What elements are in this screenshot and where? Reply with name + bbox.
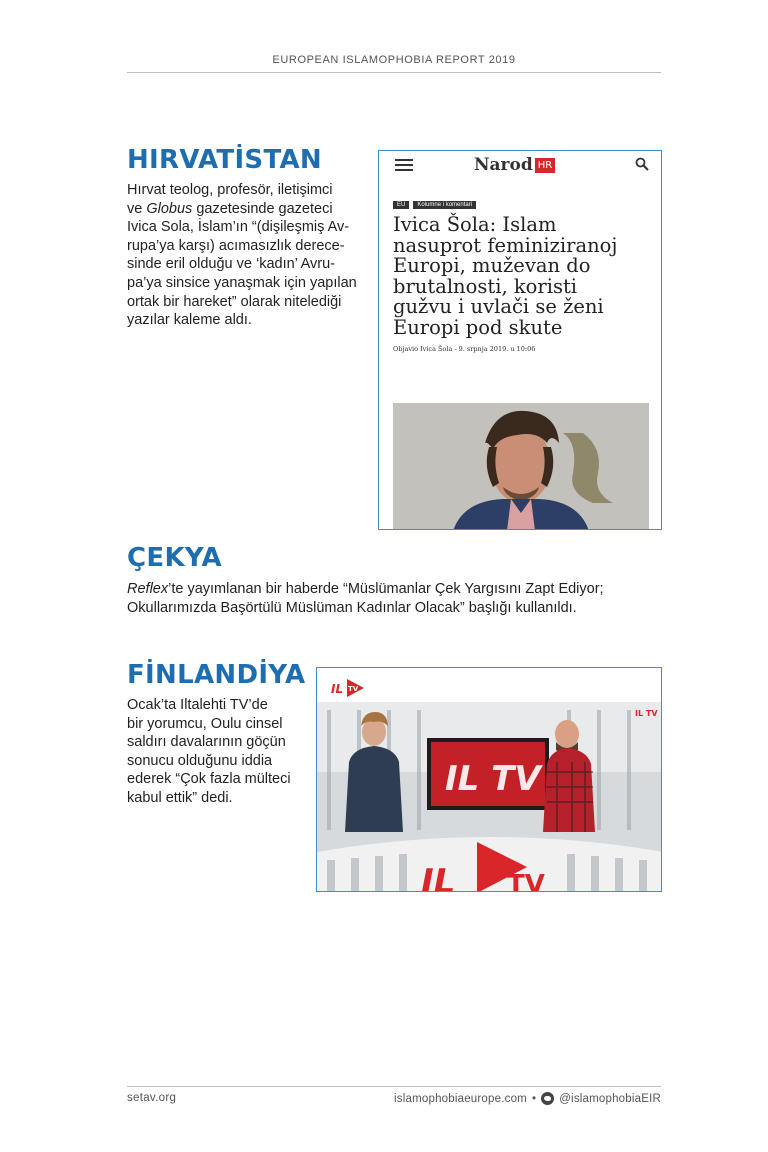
search-icon <box>635 157 649 171</box>
header-divider <box>127 72 661 73</box>
iltv-logo <box>329 678 365 698</box>
czech-paragraph <box>127 580 667 617</box>
svg-text:TV: TV <box>507 870 545 893</box>
running-header: EUROPEAN ISLAMOPHOBIA REPORT 2019 <box>272 54 516 66</box>
tag-kolumne: Kolumne i komentari <box>413 201 476 209</box>
finland-line-3: saldırı davalarının göçün <box>127 734 286 751</box>
finland-line-5: ederek “Çok fazla mülteci <box>127 771 291 788</box>
finland-line-1: Ocak’ta Iltalehti TV’de <box>127 697 268 713</box>
headline-line: nasuprot feminiziranoj <box>393 233 618 257</box>
headline-line: gužvu i uvlači se ženi <box>393 295 604 319</box>
globus-name: Globus <box>146 200 193 217</box>
narod-article-screenshot <box>378 150 662 530</box>
croatia-line-6: pa’ya sinsice yanaşmak için yapılan <box>127 274 357 291</box>
heading-finland: FİNLANDİYA <box>127 660 306 690</box>
narod-logo-text: Narod <box>474 155 533 175</box>
finland-line-6: kabul ettik” dedi. <box>127 789 233 806</box>
czech-line-1 <box>127 580 667 599</box>
narod-logo <box>474 155 555 175</box>
article-byline: Objavio Ivica Šola - 9. srpnja 2019. u 10:06 <box>393 345 536 353</box>
footer-site-link[interactable]: islamophobiaeurope.com <box>394 1092 527 1105</box>
croatia-line-2a: ve <box>127 200 147 217</box>
croatia-line-5: sinde eril olduğu ve ‘kadın’ Avru- <box>127 256 335 273</box>
narod-logo-badge: HR <box>535 158 555 173</box>
reflex-name: Reflex <box>127 581 169 597</box>
headline-line: brutalnosti, koristi <box>393 274 578 298</box>
headline-line: Europi, muževan do <box>393 254 591 278</box>
footer-divider <box>127 1086 661 1087</box>
croatia-line-8: yazılar kaleme aldı. <box>127 312 252 329</box>
tv-studio-photo <box>317 702 662 892</box>
footer-links <box>394 1092 661 1105</box>
svg-text:IL: IL <box>421 862 456 893</box>
portrait-photo <box>393 403 649 530</box>
headline-line: Europi pod skute <box>393 315 563 339</box>
czech-line-2: Okullarımızda Başörtülü Müslüman Kadınlar Olacak” başlığı kullanıldı. <box>127 599 577 616</box>
croatia-line-1: Hırvat teolog, profesör, iletişimci <box>127 182 333 198</box>
headline-line: Ivica Šola: Islam <box>393 213 557 236</box>
article-headline <box>393 215 655 339</box>
finland-line-4: sonucu olduğunu iddia <box>127 752 273 769</box>
croatia-line-7: ortak bir hareket” olarak nitelediği <box>127 293 342 310</box>
twitter-icon <box>541 1092 554 1105</box>
heading-croatia: HIRVATİSTAN <box>127 145 322 175</box>
svg-text:IL: IL <box>331 682 344 696</box>
svg-text:IL TV: IL TV <box>445 759 541 799</box>
footer-site-setav[interactable]: setav.org <box>127 1092 177 1104</box>
heading-czech: ÇEKYA <box>127 543 222 573</box>
iltv-studio-screenshot <box>316 667 662 892</box>
footer-twitter-handle[interactable]: @islamophobiaEIR <box>559 1092 661 1105</box>
croatia-line-4: rupa’ya karşı) acımasızlık derece- <box>127 237 345 254</box>
hamburger-menu-icon <box>395 159 413 171</box>
svg-text:IL TV: IL TV <box>635 709 658 718</box>
czech-line-1-rest: ’te yayımlanan bir haberde “Müslümanlar Çek Yargısını Zapt Ediyor; <box>168 581 604 597</box>
croatia-paragraph <box>127 181 372 330</box>
croatia-line-3: Ivica Sola, İslam’ın “(dişileşmiş Av- <box>127 219 350 236</box>
croatia-line-2 <box>127 200 372 219</box>
svg-text:TV: TV <box>348 685 359 693</box>
finland-paragraph <box>127 696 312 808</box>
footer-separator: • <box>531 1092 537 1105</box>
tag-eu: EU <box>393 201 409 209</box>
croatia-line-2b: gazetesinde gazeteci <box>192 200 333 217</box>
finland-line-2: bir yorumcu, Oulu cinsel <box>127 715 283 732</box>
article-tags <box>393 201 476 209</box>
